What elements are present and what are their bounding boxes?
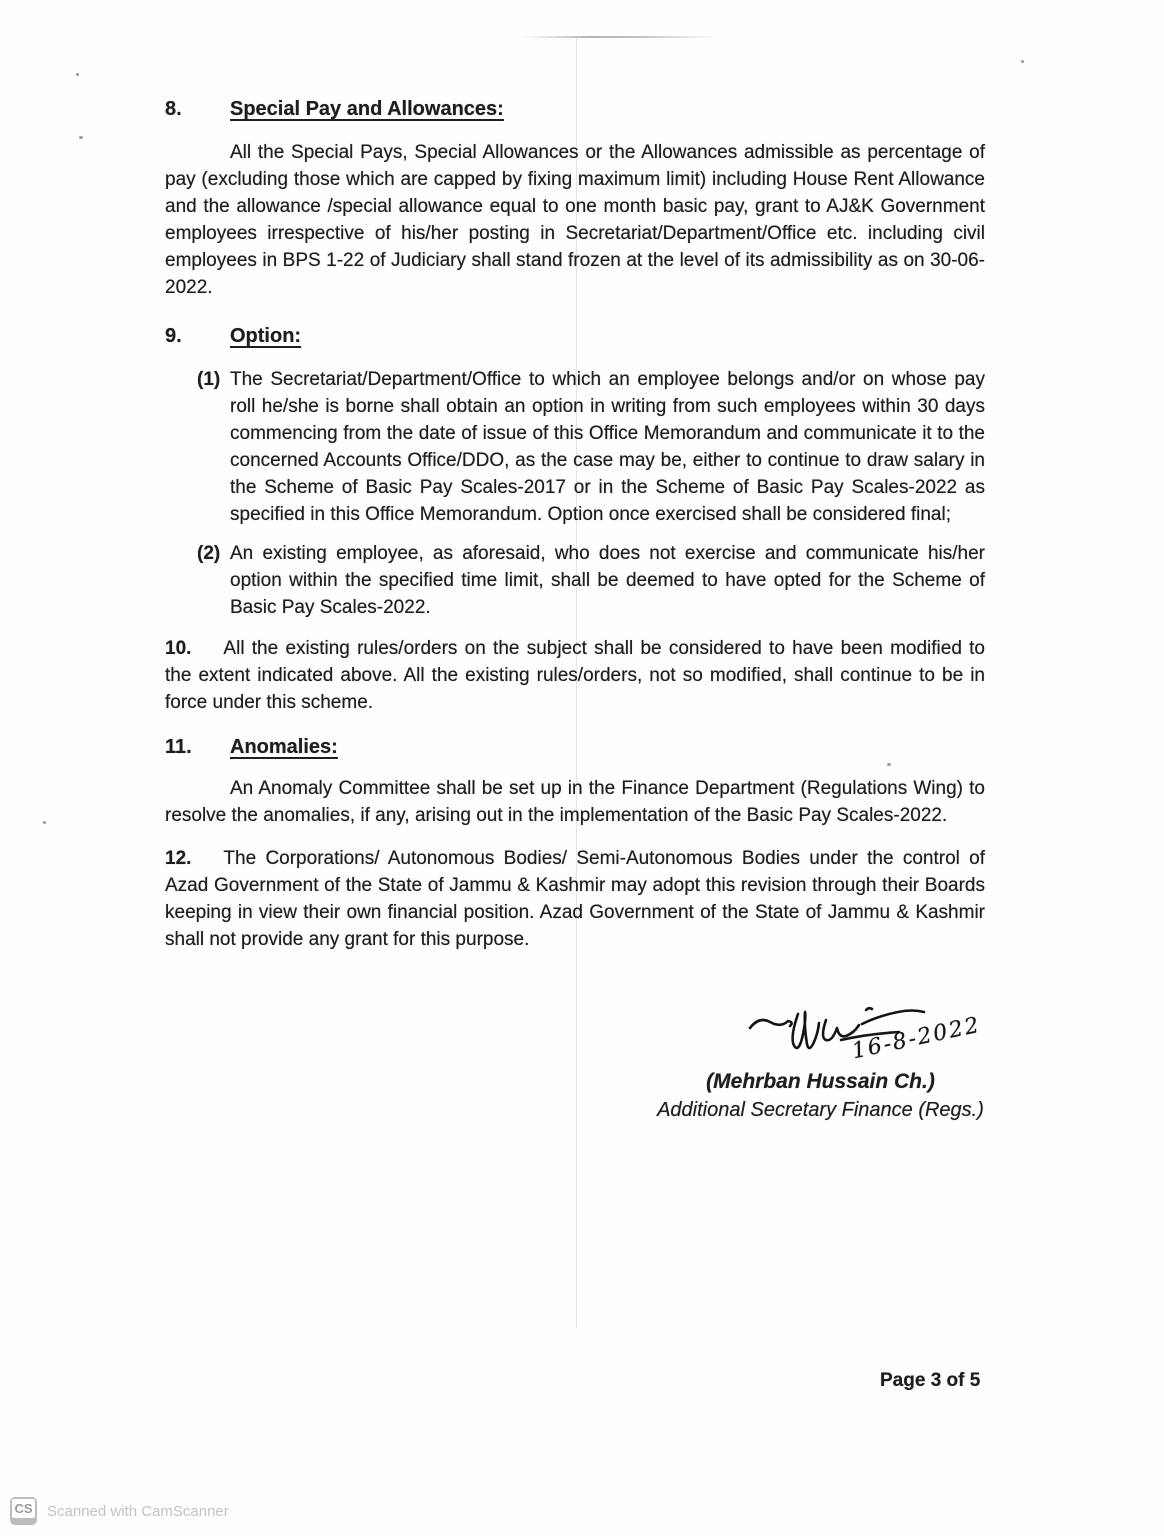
handwritten-signature-area — [648, 998, 993, 1068]
scan-speck — [43, 821, 46, 824]
section-11-number: 11. — [165, 736, 192, 758]
option-1-marker: (1) — [197, 369, 221, 390]
handwritten-date: 16-8-2022 — [849, 1012, 984, 1065]
section-8-number: 8. — [165, 98, 182, 120]
section-8-heading-row — [165, 96, 985, 123]
section-11-heading: Anomalies: — [230, 736, 338, 758]
option-2-text: An existing employee, as aforesaid, who does not exercise and communicate his/her option within the specified time limit, shall be deemed to have opted for the Scheme of Basic Pay Scales-2022. — [230, 543, 985, 618]
section-8-paragraph: All the Special Pays, Special Allowances or the Allowances admissible as percentage of pay (excluding those which are capped by fixing maximum limit) including House Rent Allowance and the allowance /special allowance equal to one month basic pay, grant to AJ&K Government employees irrespective of his/her posting in Secretariat/Department/Office etc. including civil employees in BPS 1-22 of Judiciary shall stand frozen at the level of its admissibility as on 30-06-2022. — [165, 142, 985, 298]
document-body — [165, 96, 985, 953]
section-11-heading-row — [165, 734, 985, 761]
section-9-heading-row — [165, 323, 985, 350]
section-12-text: The Corporations/ Autonomous Bodies/ Semi-Autonomous Bodies under the control of Azad Government of the State of Jammu & Kashmir may adopt this revision through their Boards keeping in view their own financial position. Azad Government of the State of Jammu & Kashmir shall not provide any grant for this purpose. — [165, 848, 985, 950]
section-10-text: All the existing rules/orders on the subject shall be considered to have been modified to the extent indicated above. All the existing rules/orders, not so modified, shall continue to be in force under this scheme. — [165, 638, 985, 713]
section-11-paragraph: An Anomaly Committee shall be set up in the Finance Department (Regulations Wing) to resolve the anomalies, if any, arising out in the implementation of the Basic Pay Scales-2022. — [165, 778, 985, 826]
camscanner-footer — [10, 1497, 229, 1525]
section-10-paragraph — [165, 635, 985, 716]
scan-speck — [79, 136, 83, 139]
option-item-1 — [165, 366, 985, 528]
signature-block — [648, 998, 993, 1124]
camscanner-icon-letters: CS — [12, 1499, 35, 1518]
camscanner-icon — [10, 1497, 37, 1525]
section-10-number: 10. — [165, 638, 192, 659]
section-12-number: 12. — [165, 848, 192, 869]
section-8-heading: Special Pay and Allowances: — [230, 98, 504, 120]
signatory-name: (Mehrban Hussain Ch.) — [706, 1070, 935, 1093]
camscanner-watermark-text: Scanned with CamScanner — [47, 1502, 229, 1520]
section-9-number: 9. — [165, 325, 182, 347]
option-2-marker: (2) — [197, 543, 221, 564]
scan-speck — [1021, 60, 1024, 63]
option-item-2 — [165, 540, 985, 621]
section-12-paragraph — [165, 845, 985, 953]
page-number-label: Page 3 of 5 — [880, 1370, 981, 1391]
scan-speck — [76, 73, 79, 76]
option-1-text: The Secretariat/Department/Office to which an employee belongs and/or on whose pay roll he/she is borne shall obtain an option in writing from such employees within 30 days commencing from the date of issue of this Office Memorandum and communicate it to the concerned Accounts Office/DDO, as the case may be, either to continue to draw salary in the Scheme of Basic Pay Scales-2017 or in the Scheme of Basic Pay Scales-2022 as specified in this Office Memorandum. Option once exercised shall be considered final; — [230, 369, 985, 525]
signatory-title: Additional Secretary Finance (Regs.) — [657, 1099, 984, 1121]
scan-fold-line-horizontal — [522, 36, 717, 38]
section-9-heading: Option: — [230, 325, 302, 347]
